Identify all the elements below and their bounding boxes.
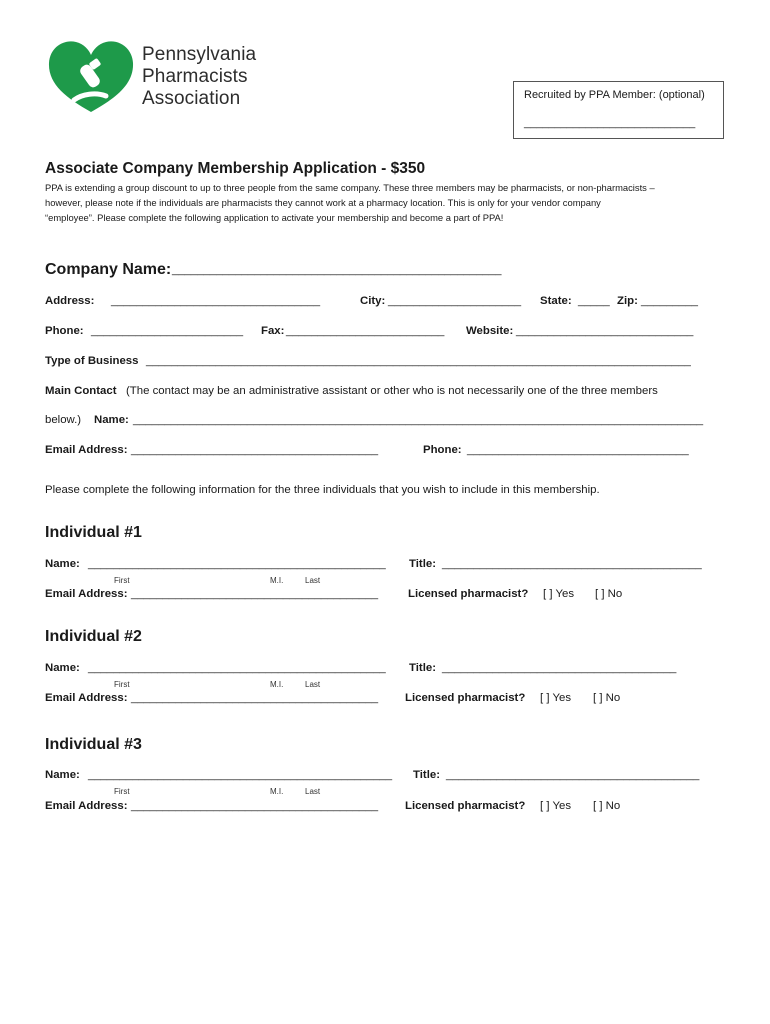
individual-2-no-checkbox[interactable]: [ ] No: [593, 692, 621, 704]
individual-2-email-label: Email Address:: [45, 692, 128, 704]
individual-3-no-checkbox[interactable]: [ ] No: [593, 800, 621, 812]
individual-2-name-label: Name:: [45, 662, 80, 674]
individual-3-first-caption: First: [114, 787, 130, 796]
ppa-logo-icon: [46, 38, 136, 114]
state-field[interactable]: _____: [578, 295, 610, 307]
business-type-field[interactable]: ______________________________________________________________________________________: [146, 355, 691, 367]
individual-3-email-label: Email Address:: [45, 800, 128, 812]
individual-1-last-caption: Last: [305, 576, 321, 585]
individual-2-heading: Individual #2: [45, 628, 142, 645]
individual-2-title-label: Title:: [409, 662, 437, 674]
individual-1-mi-caption: M.I.: [270, 576, 284, 585]
individual-1-no-checkbox[interactable]: [ ] No: [595, 588, 623, 600]
individual-1-yes-checkbox[interactable]: [ ] Yes: [543, 588, 575, 600]
city-field[interactable]: _____________________: [388, 295, 522, 307]
individual-1-title-label: Title:: [409, 558, 437, 570]
org-name-line-3: Association: [142, 88, 241, 109]
org-name-line-2: Pharmacists: [142, 66, 248, 87]
recruited-by-label: Recruited by PPA Member: (optional): [524, 89, 705, 101]
individual-1-email-field[interactable]: _______________________________________: [131, 588, 379, 600]
individual-1-licensed-label: Licensed pharmacist?: [408, 588, 529, 600]
individual-2-title-field[interactable]: _____________________________________: [442, 662, 677, 674]
individual-3-name-field[interactable]: ________________________________________________: [88, 769, 393, 781]
zip-label: Zip:: [617, 295, 638, 307]
fax-field[interactable]: _________________________: [286, 325, 445, 337]
org-name-line-1: Pennsylvania: [142, 44, 257, 65]
website-field[interactable]: ____________________________: [516, 325, 694, 337]
intro-line-2: however, please note if the individuals are pharmacists they cannot work at a pharmacy location. This is only for your vendor company: [45, 197, 601, 208]
contact-email-field[interactable]: _______________________________________: [131, 444, 379, 456]
contact-name-field[interactable]: __________________________________________________________________________________________: [133, 414, 704, 426]
company-name-field[interactable]: ____________________________________________________: [172, 264, 502, 276]
individual-1-email-label: Email Address:: [45, 588, 128, 600]
individual-1-title-field[interactable]: _________________________________________: [442, 558, 702, 570]
address-label: Address:: [45, 295, 95, 307]
main-contact-label: Main Contact: [45, 385, 117, 397]
individual-3-heading: Individual #3: [45, 736, 142, 753]
individuals-instructions: Please complete the following information for the three individuals that you wish to include in this membership.: [45, 484, 600, 496]
individual-1-name-label: Name:: [45, 558, 80, 570]
company-name-label: Company Name:: [45, 261, 172, 278]
contact-phone-field[interactable]: ___________________________________: [467, 444, 689, 456]
intro-line-3: “employee”. Please complete the following application to activate your membership and become a part of PPA!: [45, 212, 504, 223]
individual-3-email-field[interactable]: _______________________________________: [131, 800, 379, 812]
individual-3-licensed-label: Licensed pharmacist?: [405, 800, 526, 812]
individual-2-last-caption: Last: [305, 680, 321, 689]
contact-phone-label: Phone:: [423, 444, 462, 456]
individual-1-name-field[interactable]: _______________________________________________: [88, 558, 386, 570]
individual-3-yes-checkbox[interactable]: [ ] Yes: [540, 800, 572, 812]
individual-2-name-field[interactable]: _______________________________________________: [88, 662, 386, 674]
address-field[interactable]: _________________________________: [111, 295, 321, 307]
individual-2-licensed-label: Licensed pharmacist?: [405, 692, 526, 704]
recruited-by-field[interactable]: ____________________________: [524, 117, 696, 129]
individual-3-title-field[interactable]: ________________________________________: [446, 769, 700, 781]
contact-name-label: Name:: [94, 414, 129, 426]
business-type-label: Type of Business: [45, 355, 139, 367]
state-label: State:: [540, 295, 572, 307]
individual-1-first-caption: First: [114, 576, 130, 585]
individual-2-mi-caption: M.I.: [270, 680, 284, 689]
website-label: Website:: [466, 325, 514, 337]
city-label: City:: [360, 295, 386, 307]
phone-field[interactable]: ________________________: [91, 325, 244, 337]
individual-3-last-caption: Last: [305, 787, 321, 796]
contact-email-label: Email Address:: [45, 444, 128, 456]
individual-2-yes-checkbox[interactable]: [ ] Yes: [540, 692, 572, 704]
main-contact-note-2: below.): [45, 414, 82, 426]
individual-2-email-field[interactable]: _______________________________________: [131, 692, 379, 704]
zip-field[interactable]: _________: [641, 295, 699, 307]
recruited-by-box[interactable]: [513, 81, 724, 139]
individual-3-name-label: Name:: [45, 769, 80, 781]
individual-1-heading: Individual #1: [45, 524, 142, 541]
intro-line-1: PPA is extending a group discount to up to three people from the same company. These three members may be pharmacists, or non-pharmacists –: [45, 182, 655, 193]
individual-3-mi-caption: M.I.: [270, 787, 284, 796]
main-contact-note: (The contact may be an administrative assistant or other who is not necessarily one of the three members: [126, 385, 658, 397]
fax-label: Fax:: [261, 325, 285, 337]
form-title: Associate Company Membership Application - $350: [45, 160, 426, 177]
individual-3-title-label: Title:: [413, 769, 441, 781]
individual-2-first-caption: First: [114, 680, 130, 689]
phone-label: Phone:: [45, 325, 84, 337]
